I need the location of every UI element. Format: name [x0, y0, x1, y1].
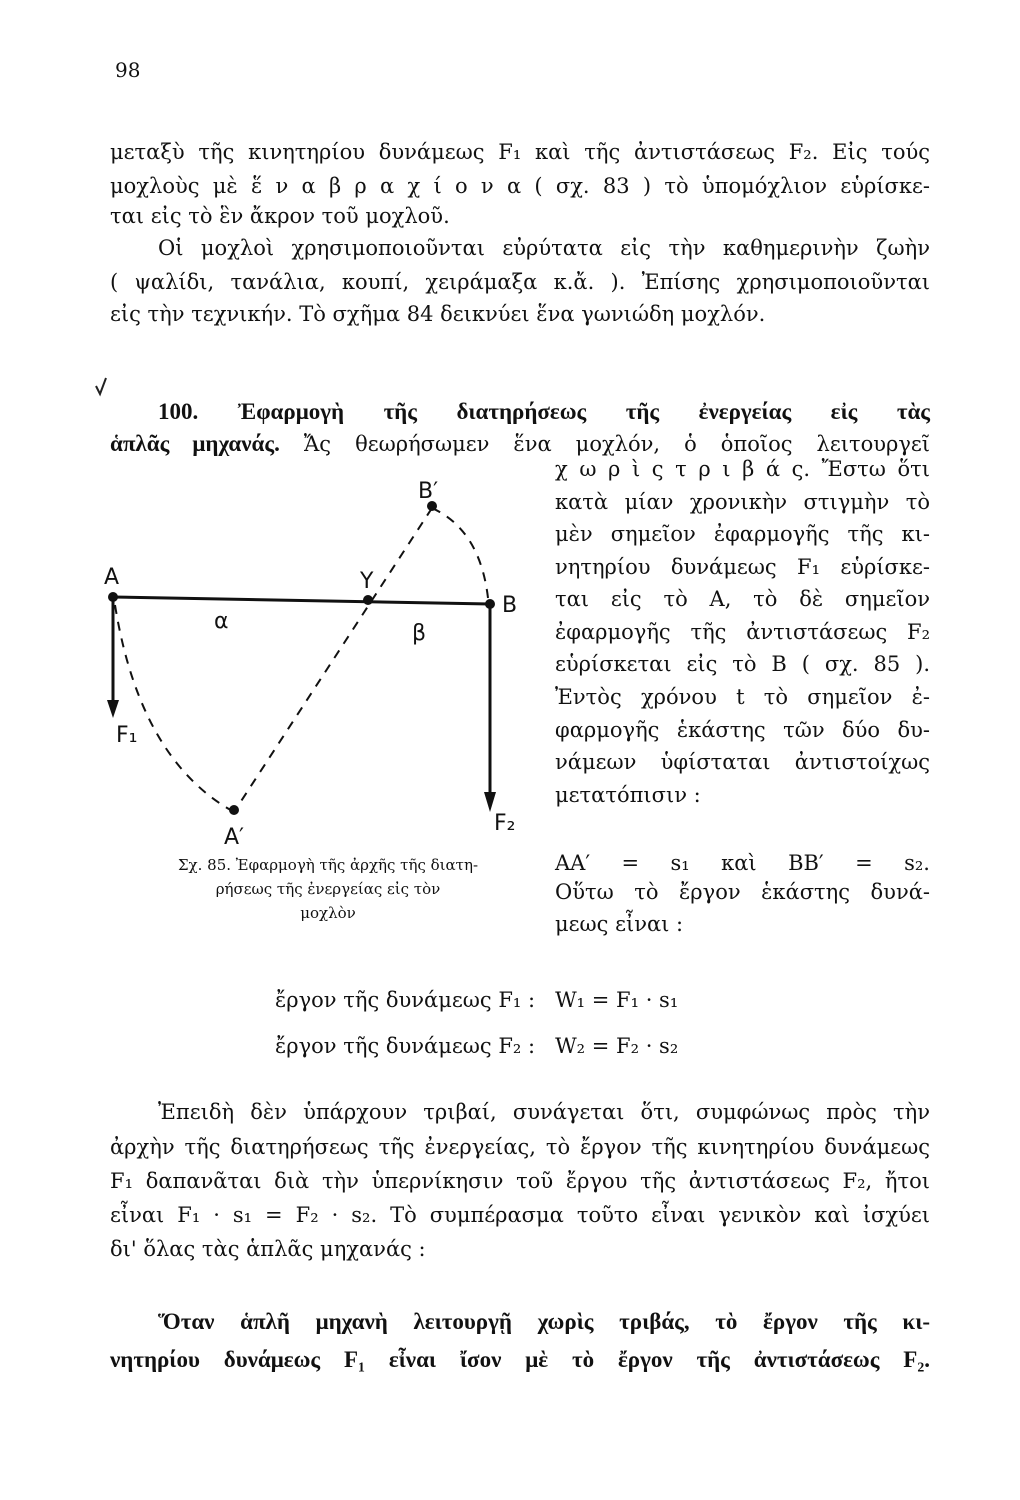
text-line: Οὕτω τὸ ἔργον ἑκάστης δυνά-: [555, 880, 930, 904]
figure-caption: Σχ. 85. Ἐφαρμογὴ τῆς ἀρχῆς τῆς διατη-: [177, 856, 479, 874]
conclusion-line: Ὅταν ἁπλῆ μηχανὴ λειτουργῇ χωρὶς τριβάς, τὸ ἔργον τῆς κι-: [158, 1309, 930, 1334]
text-line: μοχλοὺς μὲ ἕ ν α β ρ α χ ί ο ν α ( σχ. 83 ) τὸ ὑπομόχλιον εὑρίσκε-: [110, 174, 930, 198]
formula-w2: ἔργον τῆς δυνάμεως F₂ : W₂ = F₂ · s₂: [275, 1034, 679, 1058]
text-line: μὲν σημεῖον ἐφαρμογῆς τῆς κι-: [555, 522, 930, 546]
section-heading: 100. Ἐφαρμογὴ τῆς διατηρήσεως τῆς ἐνεργείας εἰς τὰς: [158, 399, 930, 424]
text-line: εὑρίσκεται εἰς τὸ Β ( σχ. 85 ).: [555, 652, 930, 676]
label-a-prime: A′: [224, 825, 245, 850]
label-beta: β: [412, 621, 427, 646]
arrowhead-icon: [107, 700, 119, 718]
text-line-rest: Ἄς θεωρήσωμεν ἕνα μοχλόν, ὁ ὁποῖος λειτουργεῖ: [279, 432, 930, 456]
text-line: ἀρχὴν τῆς διατηρήσεως τῆς ἐνεργείας, τὸ ἔργον τῆς κινητηρίου δυνάμεως: [110, 1135, 930, 1159]
label-f1: F₁: [116, 723, 138, 748]
page-number: 98: [115, 58, 141, 82]
text-line: φαρμογῆς ἑκάστης τῶν δύο δυ-: [555, 718, 930, 742]
rotated-lever-line: [234, 508, 432, 812]
figure-caption: μοχλὸν: [300, 904, 356, 922]
point-a: [108, 592, 118, 602]
label-a: A: [104, 565, 120, 590]
text-line: ται εἰς τὸ ἓν ἄκρον τοῦ μοχλοῦ.: [110, 204, 450, 228]
text-line: χ ω ρ ὶ ς τ ρ ι β ά ς. Ἔστω ὅτι: [555, 457, 930, 481]
text-line: ἐφαρμογῆς τῆς ἀντιστάσεως F₂: [555, 620, 930, 644]
text-line: κατὰ μίαν χρονικὴν στιγμὴν τὸ: [555, 490, 930, 514]
label-f2: F₂: [494, 811, 516, 836]
figure-caption: ρήσεως τῆς ἐνεργείας εἰς τὸν: [215, 880, 441, 898]
text-line: δι' ὅλας τὰς ἁπλᾶς μηχανάς :: [110, 1237, 426, 1261]
text-line: ται εἰς τὸ Α, τὸ δὲ σημεῖον: [555, 587, 930, 611]
formula-w1: ἔργον τῆς δυνάμεως F₁ : W₁ = F₁ · s₁: [275, 988, 679, 1012]
point-y: [363, 595, 373, 605]
text-line: Ἐπειδὴ δὲν ὑπάρχουν τριβαί, συνάγεται ὅτι, συμφώνως πρὸς τὴν: [158, 1100, 930, 1124]
lever-bar: [113, 597, 490, 604]
text-line: Ἐντὸς χρόνου t τὸ σημεῖον ἐ-: [555, 685, 930, 709]
text-line: Οἱ μοχλοὶ χρησιμοποιοῦνται εὐρύτατα εἰς τὴν καθημερινὴν ζωὴν: [158, 236, 930, 260]
label-b: B: [502, 593, 518, 618]
arc-a-a-prime: [115, 605, 234, 812]
point-b: [485, 599, 495, 609]
label-b-prime: B′: [418, 479, 439, 504]
label-y: Y: [360, 569, 374, 594]
text-line: F₁ δαπανᾶται διὰ τὴν ὑπερνίκησιν τοῦ ἔργου τῆς ἀντιστάσεως F₂, ἤτοι: [110, 1169, 930, 1193]
text-line: εἶναι F₁ · s₁ = F₂ · s₂. Τὸ συμπέρασμα τοῦτο εἶναι γενικὸν καὶ ἰσχύει: [110, 1203, 930, 1227]
text-line: νητηρίου δυνάμεως F₁ εὑρίσκε-: [555, 555, 930, 579]
text-line: νάμεων ὑφίσταται ἀντιστοίχως: [555, 750, 930, 774]
text-line: εἰς τὴν τεχνικήν. Τὸ σχῆμα 84 δεικνύει ἕνα γωνιώδη μοχλόν.: [110, 302, 766, 326]
conclusion-line: νητηρίου δυνάμεως F₁ εἶναι ἴσον μὲ τὸ ἔργον τῆς ἀντιστάσεως F₂.: [110, 1347, 930, 1372]
section-heading-cont: ἁπλᾶς μηχανάς.: [110, 431, 280, 456]
label-alpha: α: [214, 609, 229, 634]
text-line: ΑΑ′ = s₁ καὶ ΒΒ′ = s₂.: [555, 851, 930, 875]
text-line: μεως εἶναι :: [555, 912, 684, 936]
text-line: μετατόπισιν :: [555, 783, 701, 807]
text-line: ( ψαλίδι, τανάλια, κουπί, χειράμαξα κ.ἄ. ). Ἐπίσης χρησιμοποιοῦνται: [110, 270, 930, 294]
text-line: μεταξὺ τῆς κινητηρίου δυνάμεως F₁ καὶ τῆς ἀντιστάσεως F₂. Εἰς τούς: [110, 140, 930, 164]
check-mark-icon: [96, 378, 106, 394]
arc-b-b-prime: [432, 508, 488, 598]
arrowhead-icon: [484, 792, 496, 812]
point-a-prime: [229, 805, 239, 815]
